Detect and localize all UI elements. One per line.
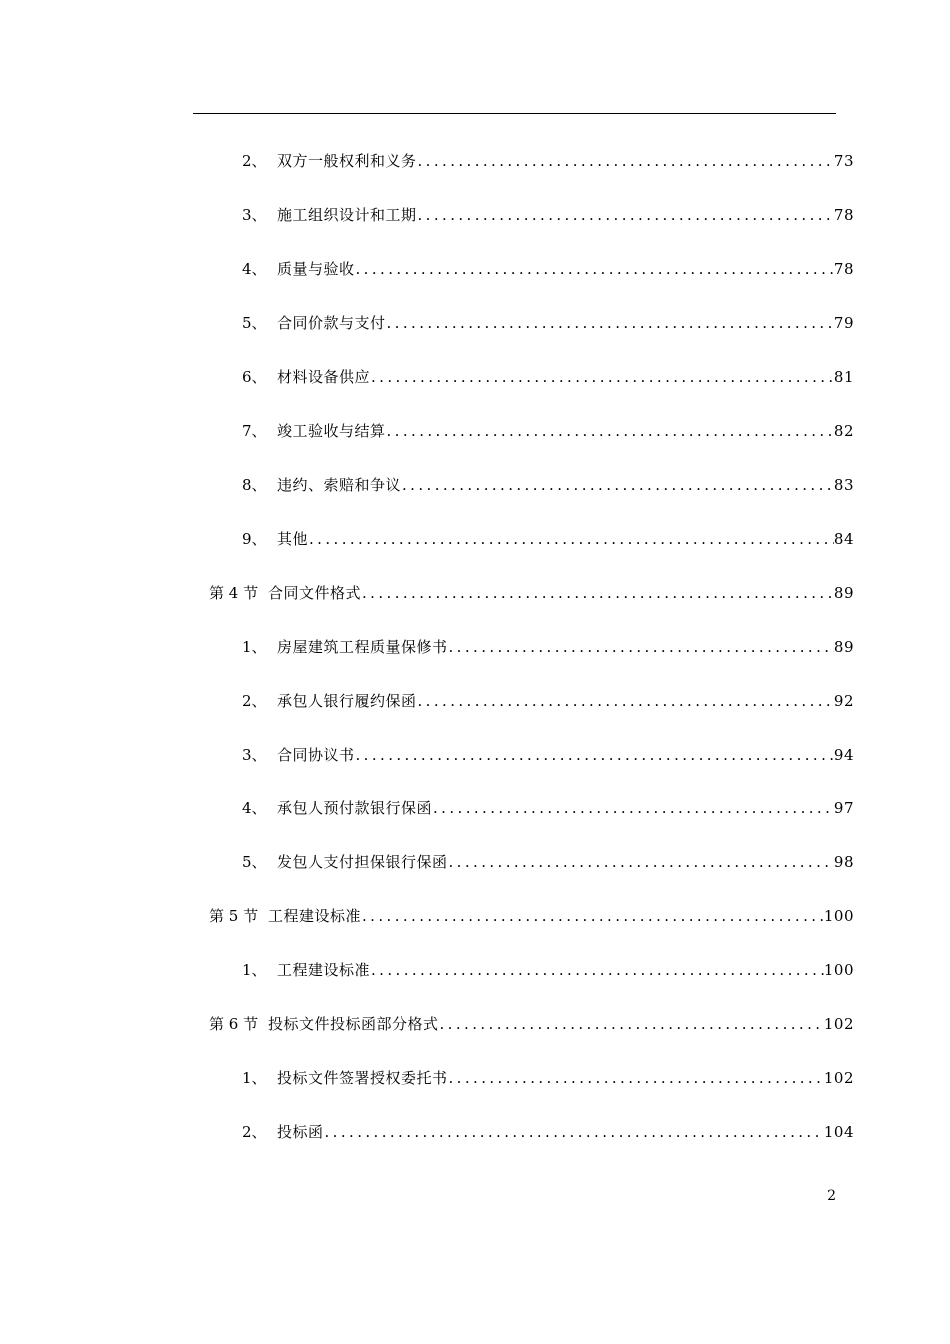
toc-entry[interactable]	[242, 1120, 854, 1144]
toc-entry-page: 89	[833, 638, 854, 656]
toc-entry-page: 73	[833, 152, 854, 170]
toc-entry-title: 承包人预付款银行保函	[277, 799, 433, 817]
toc-dot-leader	[448, 850, 834, 874]
toc-entry[interactable]	[242, 850, 854, 874]
toc-dot-leader	[439, 1012, 824, 1036]
toc-entry[interactable]	[242, 635, 854, 659]
toc-section-number: 第 5 节	[209, 907, 259, 925]
header-rule	[193, 113, 836, 114]
toc-entry-title: 承包人银行履约保函	[277, 692, 417, 710]
toc-entry-page: 92	[833, 692, 854, 710]
toc-dot-leader	[386, 311, 834, 335]
toc-entry-title: 材料设备供应	[277, 368, 371, 386]
toc-dot-leader	[370, 958, 824, 982]
toc-section-entry[interactable]	[209, 904, 854, 928]
toc-entry-title: 房屋建筑工程质量保修书	[277, 638, 448, 656]
toc-entry[interactable]	[242, 958, 854, 982]
toc-entry-number: 2、	[242, 692, 267, 710]
toc-dot-leader	[355, 743, 834, 767]
toc-entry-page: 78	[833, 260, 854, 278]
toc-entry[interactable]	[242, 743, 854, 767]
toc-entry[interactable]	[242, 689, 854, 713]
toc-dot-leader	[386, 419, 834, 443]
toc-entry-title: 工程建设标准	[277, 961, 371, 979]
toc-dot-leader	[370, 365, 834, 389]
toc-entry[interactable]	[242, 419, 854, 443]
toc-entry-number: 9、	[242, 530, 267, 548]
toc-section-entry[interactable]	[209, 1012, 854, 1036]
toc-entry-number: 8、	[242, 476, 267, 494]
toc-dot-leader	[417, 203, 834, 227]
toc-entry[interactable]	[242, 527, 854, 551]
toc-entry-number: 1、	[242, 961, 267, 979]
toc-entry-number: 2、	[242, 1123, 267, 1141]
toc-dot-leader	[401, 473, 834, 497]
toc-entry[interactable]	[242, 203, 854, 227]
toc-entry-number: 3、	[242, 746, 267, 764]
toc-entry-page: 84	[833, 530, 854, 548]
toc-entry-number: 3、	[242, 206, 267, 224]
toc-section-page: 89	[833, 584, 854, 602]
toc-entry-title: 质量与验收	[277, 260, 355, 278]
toc-entry-page: 79	[833, 314, 854, 332]
toc-entry-page: 100	[823, 961, 854, 979]
toc-entry[interactable]	[242, 473, 854, 497]
toc-entry-title: 其他	[277, 530, 309, 548]
toc-dot-leader	[355, 257, 834, 281]
toc-dot-leader	[417, 689, 834, 713]
toc-entry-title: 竣工验收与结算	[277, 422, 386, 440]
toc-entry[interactable]	[242, 311, 854, 335]
toc-entry-page: 97	[833, 799, 854, 817]
toc-section-page: 102	[823, 1015, 854, 1033]
toc-dot-leader	[448, 1066, 824, 1090]
toc-section-title: 投标文件投标函部分格式	[268, 1015, 439, 1033]
toc-entry-title: 投标函	[277, 1123, 324, 1141]
toc-entry-number: 1、	[242, 638, 267, 656]
toc-entry-number: 2、	[242, 152, 267, 170]
toc-entry-page: 83	[833, 476, 854, 494]
toc-entry-number: 7、	[242, 422, 267, 440]
toc-entry-page: 98	[833, 853, 854, 871]
toc-entry-page: 102	[823, 1069, 854, 1087]
toc-dot-leader	[432, 796, 834, 820]
toc-entry-title: 投标文件签署授权委托书	[277, 1069, 448, 1087]
toc-section-page: 100	[823, 907, 854, 925]
toc-entry-number: 5、	[242, 314, 267, 332]
toc-dot-leader	[361, 581, 834, 605]
toc-entry-page: 82	[833, 422, 854, 440]
toc-entry-number: 1、	[242, 1069, 267, 1087]
toc-entry-title: 合同价款与支付	[277, 314, 386, 332]
toc-entry-title: 违约、索赔和争议	[277, 476, 402, 494]
page-number: 2	[827, 1188, 836, 1204]
toc-section-title: 工程建设标准	[268, 907, 362, 925]
toc-entry[interactable]	[242, 257, 854, 281]
toc-section-title: 合同文件格式	[268, 584, 362, 602]
toc-dot-leader	[361, 904, 824, 928]
toc-dot-leader	[417, 149, 834, 173]
toc-dot-leader	[448, 635, 834, 659]
toc-entry-title: 施工组织设计和工期	[277, 206, 417, 224]
toc-dot-leader	[308, 527, 834, 551]
toc-entry-page: 78	[833, 206, 854, 224]
toc-section-number: 第 6 节	[209, 1015, 259, 1033]
toc-entry-number: 5、	[242, 853, 267, 871]
toc-entry[interactable]	[242, 1066, 854, 1090]
toc-entry-number: 6、	[242, 368, 267, 386]
toc-entry-title: 双方一般权利和义务	[277, 152, 417, 170]
toc-entry-page: 81	[833, 368, 854, 386]
toc-entry-number: 4、	[242, 260, 267, 278]
toc-entry-page: 94	[833, 746, 854, 764]
toc-section-number: 第 4 节	[209, 584, 259, 602]
toc-entry[interactable]	[242, 149, 854, 173]
toc-entry[interactable]	[242, 365, 854, 389]
toc-entry-title: 发包人支付担保银行保函	[277, 853, 448, 871]
toc-entry-number: 4、	[242, 799, 267, 817]
toc-entry-title: 合同协议书	[277, 746, 355, 764]
toc-entry[interactable]	[242, 796, 854, 820]
toc-dot-leader	[324, 1120, 824, 1144]
toc-entry-page: 104	[823, 1123, 854, 1141]
toc-section-entry[interactable]	[209, 581, 854, 605]
